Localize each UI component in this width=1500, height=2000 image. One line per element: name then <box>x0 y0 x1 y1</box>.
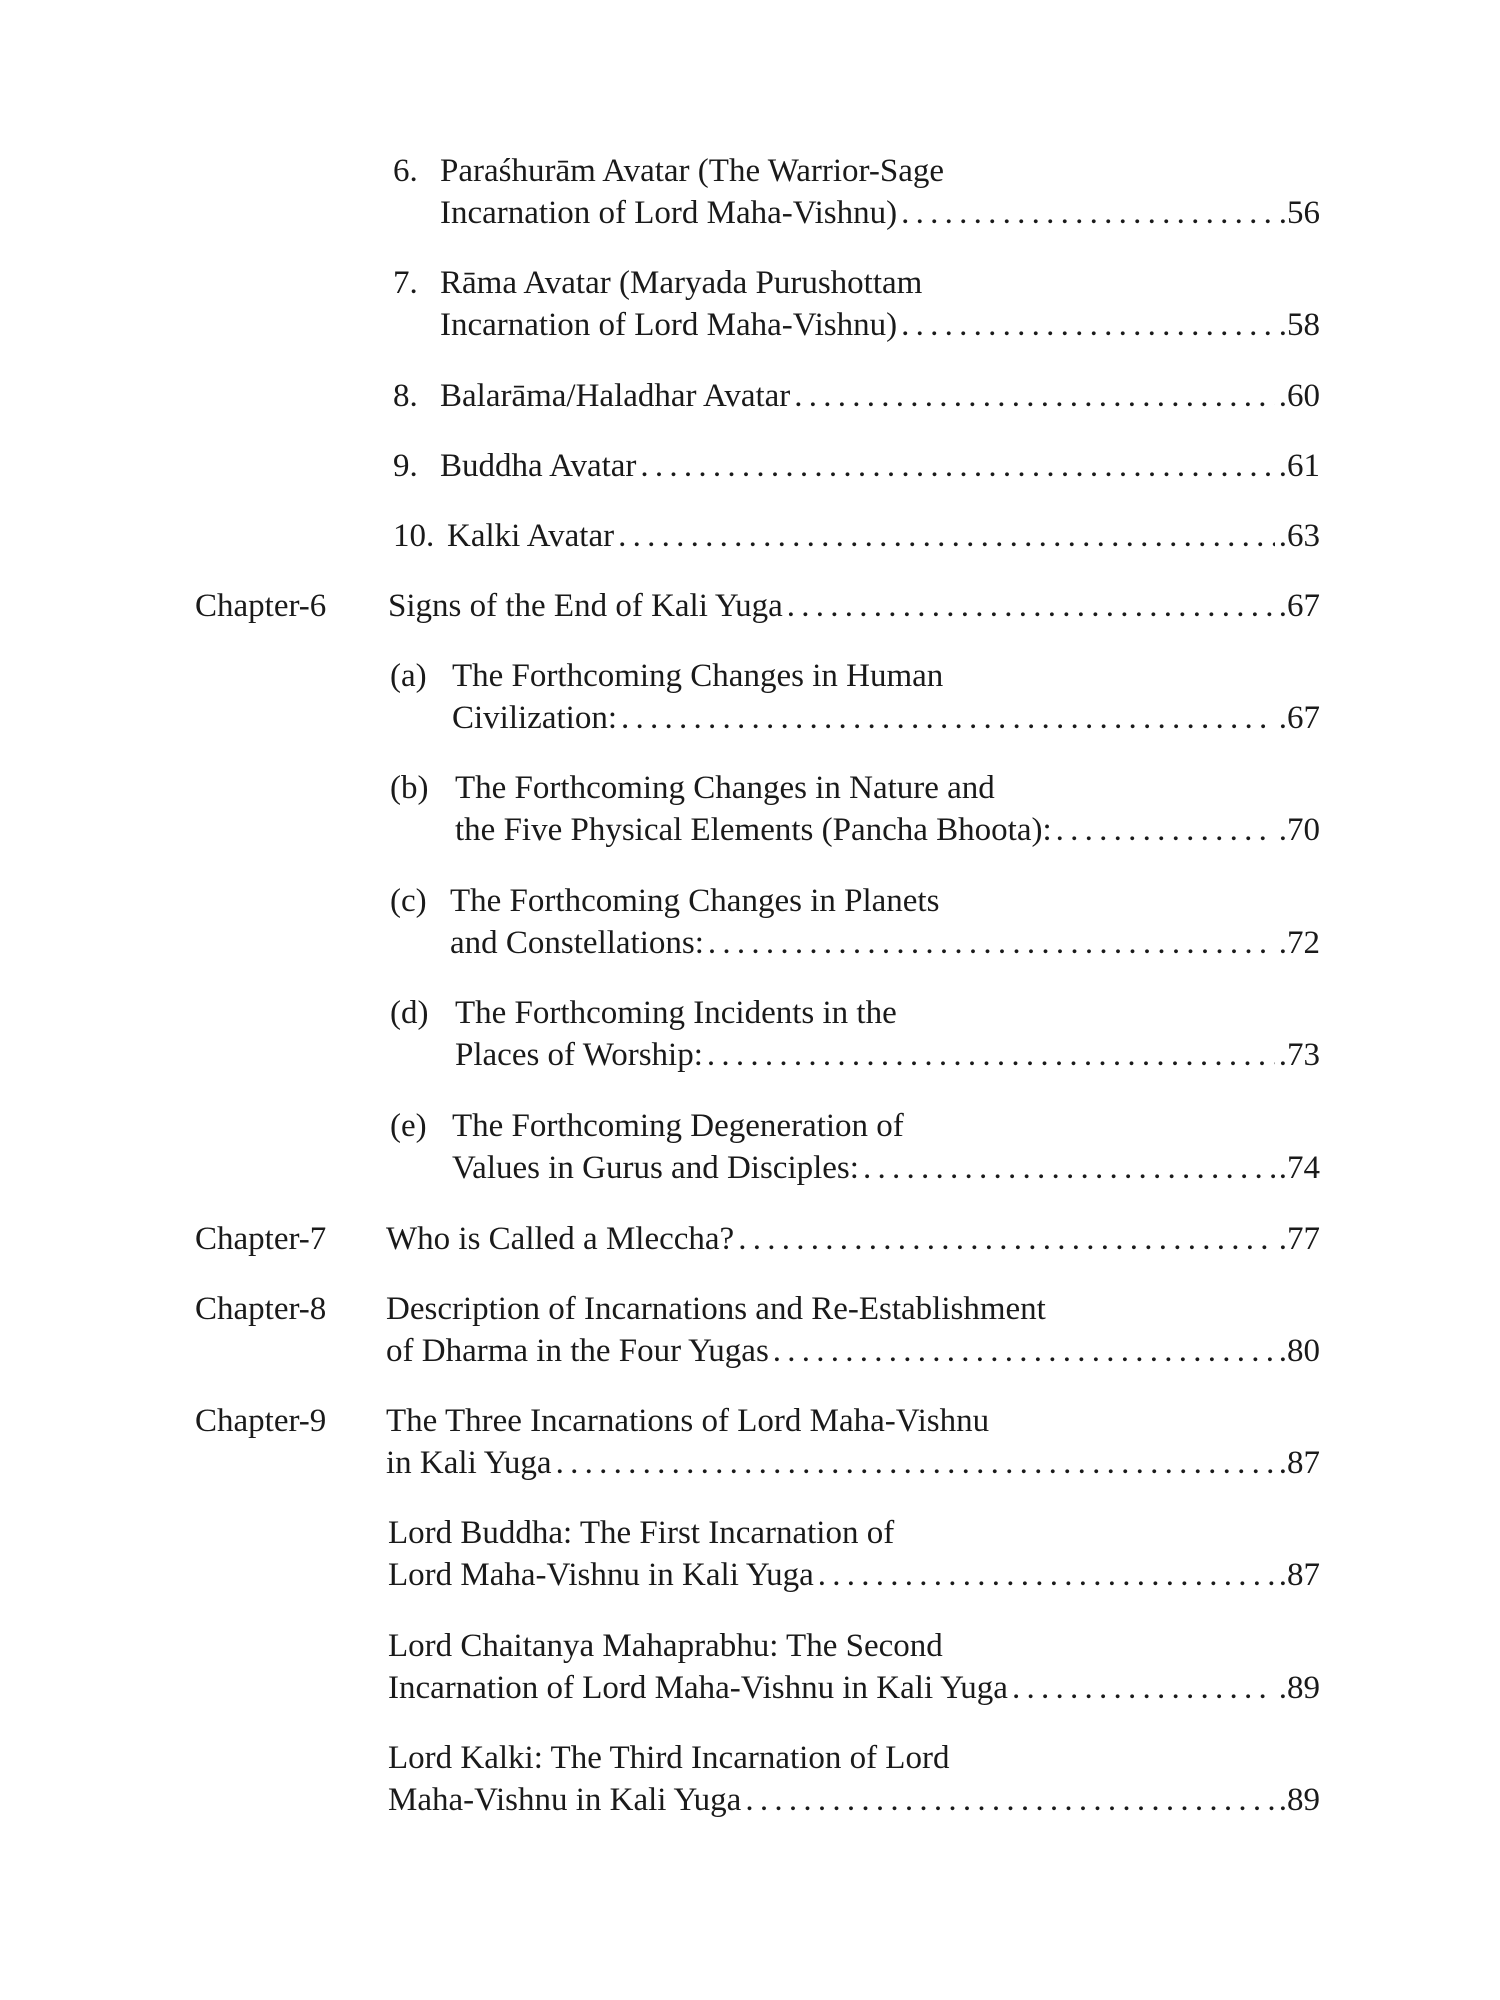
entry-title-text: Incarnation of Lord Maha-Vishnu in Kali Yuga <box>388 1670 1008 1706</box>
entry-title <box>388 1625 1320 1667</box>
entry-title-text: in Kali Yuga <box>386 1445 552 1481</box>
entry-title <box>386 1218 1320 1260</box>
entry-number: 10. <box>393 518 435 554</box>
entry-title-continued <box>440 304 1320 346</box>
entry-title <box>388 585 1320 627</box>
entry-title-text: Paraśhurām Avatar (The Warrior-Sage <box>440 153 945 189</box>
page-number[interactable]: .74 <box>1278 1150 1320 1186</box>
entry-title-text: Who is Called a Mleccha? <box>386 1221 735 1257</box>
page-number[interactable]: .63 <box>1278 518 1320 554</box>
entry-title-text: of Dharma in the Four Yugas <box>386 1333 769 1369</box>
page-number[interactable]: .77 <box>1278 1221 1320 1257</box>
entry-title-text: Lord Kalki: The Third Incarnation of Lord <box>388 1740 950 1776</box>
entry-title-text: Lord Buddha: The First Incarnation of <box>388 1515 895 1551</box>
entry-title <box>440 262 1320 304</box>
entry-title-continued <box>388 1779 1320 1821</box>
dot-leader <box>618 515 1275 557</box>
entry-title <box>452 655 1320 697</box>
entry-title-text: and Constellations: <box>450 925 704 961</box>
entry-title-continued <box>388 1554 1320 1596</box>
page-number[interactable]: .67 <box>1278 588 1320 624</box>
entry-title-text: Lord Maha-Vishnu in Kali Yuga <box>388 1557 814 1593</box>
dot-leader <box>738 1218 1275 1260</box>
entry-number: (c) <box>390 883 427 919</box>
entry-title-continued <box>440 192 1320 234</box>
dot-leader <box>794 375 1274 417</box>
entry-title-continued <box>386 1330 1320 1372</box>
chapter-label: Chapter-6 <box>195 588 327 624</box>
dot-leader <box>1012 1667 1275 1709</box>
page-number[interactable]: .56 <box>1278 195 1320 231</box>
page-number[interactable]: .58 <box>1278 307 1320 343</box>
entry-number: (a) <box>390 658 427 694</box>
dot-leader <box>556 1442 1275 1484</box>
page-number[interactable]: .89 <box>1278 1670 1320 1706</box>
entry-title-text: Description of Incarnations and Re-Establishment <box>386 1291 1046 1327</box>
dot-leader <box>901 304 1275 346</box>
entry-title-continued <box>452 697 1320 739</box>
page-number[interactable]: .67 <box>1278 700 1320 736</box>
dot-leader <box>745 1779 1274 1821</box>
entry-number: 8. <box>393 378 418 414</box>
entry-title <box>447 515 1320 557</box>
entry-title-text: Places of Worship: <box>455 1037 703 1073</box>
dot-leader <box>818 1554 1275 1596</box>
entry-title <box>455 992 1320 1034</box>
page-number[interactable]: .73 <box>1278 1037 1320 1073</box>
entry-number: (e) <box>390 1108 427 1144</box>
page-number[interactable]: .80 <box>1278 1333 1320 1369</box>
chapter-label: Chapter-7 <box>195 1221 327 1257</box>
page-number[interactable]: .87 <box>1278 1445 1320 1481</box>
entry-title-continued <box>386 1442 1320 1484</box>
entry-title-text: Incarnation of Lord Maha-Vishnu) <box>440 195 898 231</box>
dot-leader <box>708 922 1275 964</box>
entry-title <box>440 150 1320 192</box>
entry-title-text: The Forthcoming Degeneration of <box>452 1108 904 1144</box>
entry-title <box>440 375 1320 417</box>
page-number[interactable]: .60 <box>1278 378 1320 414</box>
entry-title-text: Values in Gurus and Disciples: <box>452 1150 859 1186</box>
dot-leader <box>707 1034 1275 1076</box>
page-number[interactable]: .61 <box>1278 448 1320 484</box>
entry-title-text: Incarnation of Lord Maha-Vishnu) <box>440 307 898 343</box>
page-number[interactable]: .70 <box>1278 812 1320 848</box>
entry-title-text: The Forthcoming Changes in Planets <box>450 883 940 919</box>
dot-leader <box>787 585 1275 627</box>
entry-title <box>386 1400 1320 1442</box>
entry-title-text: The Forthcoming Changes in Human <box>452 658 944 694</box>
entry-title-text: Balarāma/Haladhar Avatar <box>440 378 791 414</box>
dot-leader <box>773 1330 1275 1372</box>
entry-title-text: Maha-Vishnu in Kali Yuga <box>388 1782 742 1818</box>
page-number[interactable]: .89 <box>1278 1782 1320 1818</box>
entry-title-text: The Forthcoming Incidents in the <box>455 995 897 1031</box>
entry-title-continued <box>455 809 1320 851</box>
chapter-label: Chapter-8 <box>195 1291 327 1327</box>
entry-title-text: Rāma Avatar (Maryada Purushottam <box>440 265 923 301</box>
entry-title <box>452 1105 1320 1147</box>
entry-title <box>455 767 1320 809</box>
entry-title <box>450 880 1320 922</box>
entry-number: 6. <box>393 153 418 189</box>
dot-leader <box>640 445 1274 487</box>
page-number[interactable]: .72 <box>1278 925 1320 961</box>
entry-title-text: Lord Chaitanya Mahaprabhu: The Second <box>388 1628 943 1664</box>
entry-title <box>388 1737 1320 1779</box>
entry-title <box>440 445 1320 487</box>
entry-title-text: The Three Incarnations of Lord Maha-Vishnu <box>386 1403 990 1439</box>
entry-title-continued <box>388 1667 1320 1709</box>
dot-leader <box>621 697 1275 739</box>
entry-title-continued <box>452 1147 1320 1189</box>
entry-title-text: Buddha Avatar <box>440 448 637 484</box>
dot-leader <box>863 1147 1275 1189</box>
entry-number: (d) <box>390 995 429 1031</box>
entry-title-continued <box>450 922 1320 964</box>
entry-number: 7. <box>393 265 418 301</box>
entry-title <box>388 1512 1320 1554</box>
dot-leader <box>901 192 1275 234</box>
entry-title <box>386 1288 1320 1330</box>
page-number[interactable]: .87 <box>1278 1557 1320 1593</box>
entry-title-text: Kalki Avatar <box>447 518 615 554</box>
entry-title-text: Signs of the End of Kali Yuga <box>388 588 783 624</box>
entry-number: 9. <box>393 448 418 484</box>
entry-title-continued <box>455 1034 1320 1076</box>
chapter-label: Chapter-9 <box>195 1403 327 1439</box>
entry-title-text: The Forthcoming Changes in Nature and <box>455 770 995 806</box>
entry-title-text: Civilization: <box>452 700 617 736</box>
dot-leader <box>1056 809 1275 851</box>
entry-title-text: the Five Physical Elements (Pancha Bhoota): <box>455 812 1052 848</box>
entry-number: (b) <box>390 770 429 806</box>
